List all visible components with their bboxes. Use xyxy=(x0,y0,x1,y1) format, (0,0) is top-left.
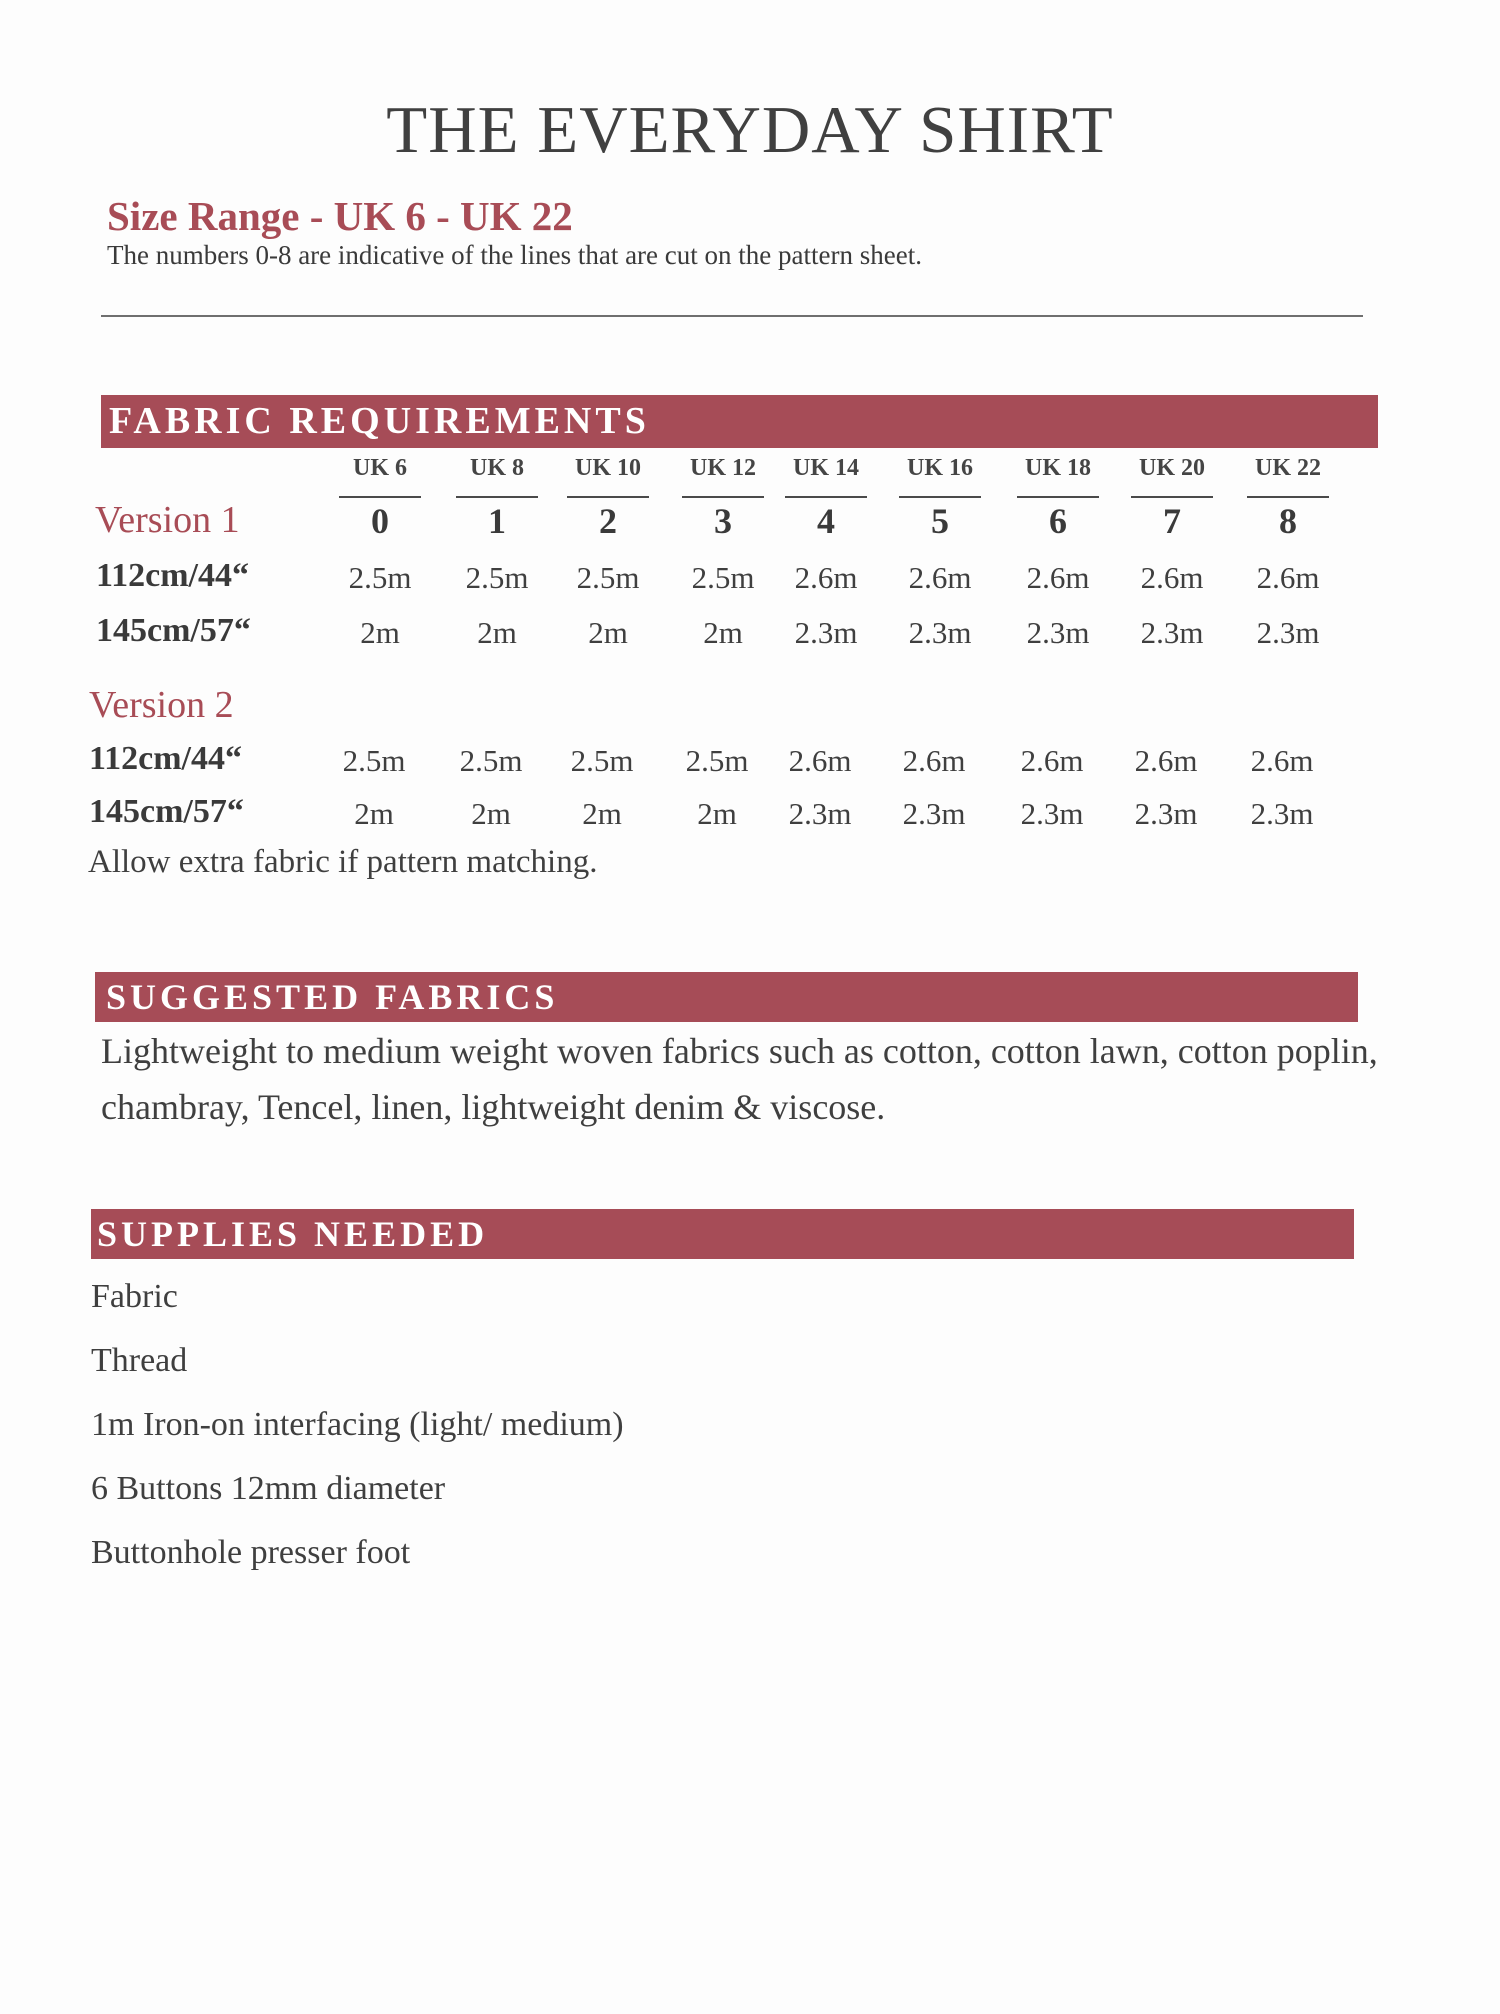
size-header: UK 20 xyxy=(1139,455,1205,481)
fabric-quantity-cell: 2.3m xyxy=(788,796,852,831)
size-header-underline xyxy=(456,496,538,498)
fabric-quantity-cell: 2.3m xyxy=(1026,615,1090,650)
suggested-fabrics-text: Lightweight to medium weight woven fabrics such as cotton, cotton lawn, cotton poplin, chambray, Tencel, linen, lightweight denim & viscose. xyxy=(101,1031,1378,1127)
pattern-line-number: 0 xyxy=(371,501,389,541)
fabric-quantity-cell: 2.5m xyxy=(348,560,412,595)
size-range-note: The numbers 0-8 are indicative of the lines that are cut on the pattern sheet. xyxy=(107,240,922,270)
supplies-needed-heading: SUPPLIES NEEDED xyxy=(91,1209,1354,1259)
pattern-line-number: 4 xyxy=(817,501,835,541)
fabric-quantity-cell: 2.3m xyxy=(902,796,966,831)
supply-item: 6 Buttons 12mm diameter xyxy=(91,1470,446,1507)
size-header: UK 16 xyxy=(907,455,973,481)
fabric-width-label: 145cm/57“ xyxy=(96,612,251,649)
supply-item: Thread xyxy=(91,1342,188,1379)
fabric-quantity-cell: 2.5m xyxy=(576,560,640,595)
fabric-quantity-cell: 2.6m xyxy=(1026,560,1090,595)
fabric-width-label: 112cm/44“ xyxy=(96,557,249,594)
fabric-quantity-cell: 2.6m xyxy=(1020,743,1084,778)
pattern-line-number: 3 xyxy=(714,501,732,541)
page-title: THE EVERYDAY SHIRT xyxy=(386,93,1114,167)
pattern-matching-note: Allow extra fabric if pattern matching. xyxy=(88,844,598,880)
size-header-underline xyxy=(567,496,649,498)
fabric-quantity-cell: 2.6m xyxy=(1250,743,1314,778)
fabric-quantity-cell: 2.6m xyxy=(794,560,858,595)
size-header-underline xyxy=(1247,496,1329,498)
pattern-line-number: 2 xyxy=(599,501,617,541)
fabric-quantity-cell: 2m xyxy=(471,796,511,831)
pattern-line-number: 6 xyxy=(1049,501,1067,541)
fabric-quantity-cell: 2.6m xyxy=(1140,560,1204,595)
pattern-line-number: 5 xyxy=(931,501,949,541)
size-header: UK 10 xyxy=(575,455,641,481)
fabric-quantity-cell: 2.5m xyxy=(685,743,749,778)
fabric-quantity-cell: 2m xyxy=(588,615,628,650)
pattern-line-number: 7 xyxy=(1163,501,1181,541)
fabric-quantity-cell: 2.3m xyxy=(1134,796,1198,831)
fabric-quantity-cell: 2.3m xyxy=(1140,615,1204,650)
suggested-fabrics-heading: SUGGESTED FABRICS xyxy=(95,972,1358,1022)
fabric-quantity-cell: 2.6m xyxy=(1256,560,1320,595)
fabric-quantity-cell: 2m xyxy=(477,615,517,650)
fabric-quantity-cell: 2m xyxy=(697,796,737,831)
fabric-quantity-cell: 2m xyxy=(354,796,394,831)
fabric-quantity-cell: 2m xyxy=(360,615,400,650)
pattern-line-number: 1 xyxy=(488,501,506,541)
supply-item: Fabric xyxy=(91,1278,178,1315)
version-label: Version 1 xyxy=(95,499,240,541)
fabric-quantity-cell: 2.3m xyxy=(908,615,972,650)
size-header-underline xyxy=(1017,496,1099,498)
fabric-width-label: 145cm/57“ xyxy=(89,793,244,830)
fabric-quantity-cell: 2.3m xyxy=(1250,796,1314,831)
fabric-quantity-cell: 2m xyxy=(703,615,743,650)
fabric-quantity-cell: 2.3m xyxy=(1020,796,1084,831)
fabric-quantity-cell: 2.5m xyxy=(570,743,634,778)
fabric-quantity-cell: 2.5m xyxy=(465,560,529,595)
fabric-quantity-cell: 2.6m xyxy=(902,743,966,778)
pattern-line-number: 8 xyxy=(1279,501,1297,541)
supply-item: 1m Iron-on interfacing (light/ medium) xyxy=(91,1406,624,1443)
size-header-underline xyxy=(1131,496,1213,498)
size-header-underline xyxy=(899,496,981,498)
fabric-quantity-cell: 2m xyxy=(582,796,622,831)
fabric-quantity-cell: 2.3m xyxy=(1256,615,1320,650)
size-range-heading: Size Range - UK 6 - UK 22 xyxy=(107,193,573,239)
fabric-quantity-cell: 2.6m xyxy=(1134,743,1198,778)
fabric-quantity-cell: 2.5m xyxy=(342,743,406,778)
size-header: UK 18 xyxy=(1025,455,1091,481)
size-header: UK 14 xyxy=(793,455,859,481)
size-header-underline xyxy=(682,496,764,498)
fabric-requirements-heading: FABRIC REQUIREMENTS xyxy=(101,395,1378,448)
fabric-quantity-cell: 2.5m xyxy=(691,560,755,595)
fabric-quantity-cell: 2.3m xyxy=(794,615,858,650)
version-label: Version 2 xyxy=(89,684,234,726)
divider-rule xyxy=(101,315,1363,317)
fabric-quantity-cell: 2.5m xyxy=(459,743,523,778)
size-header: UK 8 xyxy=(470,455,524,481)
fabric-quantity-cell: 2.6m xyxy=(908,560,972,595)
size-header: UK 12 xyxy=(690,455,756,481)
size-header-underline xyxy=(785,496,867,498)
size-header: UK 6 xyxy=(353,455,407,481)
size-header-underline xyxy=(339,496,421,498)
fabric-width-label: 112cm/44“ xyxy=(89,740,242,777)
supply-item: Buttonhole presser foot xyxy=(91,1534,411,1571)
size-header: UK 22 xyxy=(1255,455,1321,481)
fabric-quantity-cell: 2.6m xyxy=(788,743,852,778)
